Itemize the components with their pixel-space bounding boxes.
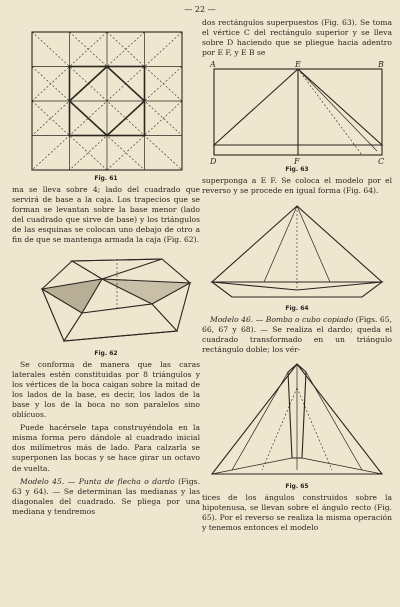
figure-65 (202, 358, 392, 490)
label-a: A (210, 61, 216, 70)
fig64-drawing (202, 200, 392, 304)
right-paragraph-2: superponga a E F. Se coloca el modelo por el reverso y se procede en igual forma (Fig. 64). (202, 176, 392, 196)
model-45-body: (Figs. 63 y 64). — Se determinan las medianas y las diagonales del cuadrado. Se pliega por una mediana y tendremos (12, 476, 200, 516)
fig63-drawing (202, 61, 392, 165)
label-e: E (295, 61, 301, 70)
label-b: B (378, 61, 384, 70)
figure-61 (12, 18, 200, 182)
fig62-drawing (12, 249, 198, 349)
figure-64 (202, 200, 392, 312)
right-paragraph-4: tices de los ángulos construidos sobre la hipotenusa, se llevan sobre el ángulo recto (Fig. 65). Por el reverso se realiza la misma operación y tenemos entonces el modelo (202, 492, 392, 533)
label-c: C (378, 157, 385, 166)
fig63-caption: Fig. 63 (285, 166, 309, 174)
right-paragraph-1: dos rectángulos superpuestos (Fig. 63). Se toma el vértice C del rectángulo superior y se lleva sobre D haciendo que se pliegue hacia adentro por E F, y E B se (202, 18, 392, 58)
label-d: D (210, 157, 217, 166)
label-f: F (294, 157, 300, 166)
fig62-caption: Fig. 62 (94, 349, 118, 357)
fig64-caption: Fig. 64 (285, 304, 309, 312)
fig65-drawing (202, 358, 392, 482)
left-paragraph-1: ma se lleva sobre 4; lado del cuadrado que servirá de base a la caja. Los trapecios que se forman se levantan sobre la base menor (lado del cuadrado que sirve de base) y los triángulos de las esquinas se colocan uno debajo de otro a fin de que se mantenga armada la caja (Fig. 62). (12, 185, 200, 245)
model-46-title: Modelo 46. — Bomba o cubo copiado (210, 314, 354, 324)
fig61-drawing (12, 18, 198, 174)
left-paragraph-4 (12, 477, 200, 517)
figure-62 (12, 249, 200, 357)
model-46-body: (Figs. 65, 66, 67 y 68). — Se realiza el dardo; queda el cuadrado transformado en un triángulo rectángulo doble; los vér- (202, 314, 392, 354)
figure-63 (202, 61, 392, 173)
left-paragraph-3: Puede hacérsele tapa construyéndola en la misma forma pero dándole al cuadrado inicial dos milímetros más de lado. Para calzarla se superponen las bocas y se hace girar un octavo de vuelta. (12, 423, 200, 473)
fig61-caption: Fig. 61 (94, 175, 118, 182)
fig65-caption: Fig. 65 (285, 482, 309, 490)
page-number: — 22 — (184, 5, 216, 14)
right-paragraph-3 (202, 315, 392, 355)
right-column (202, 18, 392, 536)
model-45-title: Modelo 45. — Punta de flecha o dardo (20, 476, 175, 486)
left-column (12, 18, 200, 520)
left-paragraph-2: Se conforma de manera que las caras laterales estén constituidas por 8 triángulos y los vértices de la boca caigan sobre la mitad de los lados de la base, es decir, los lados de la base y los de la boca no son paralelos sino oblícuos. (12, 359, 200, 420)
